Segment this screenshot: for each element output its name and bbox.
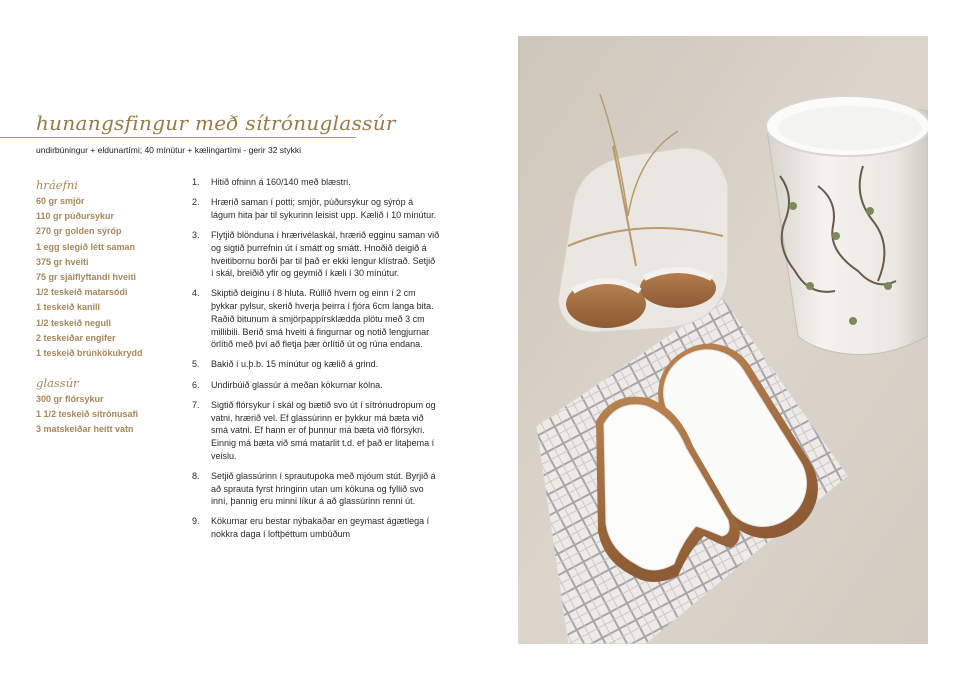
step-text: Flytjið blönduna í hrærivélaskál, hrærið egginu saman við og sigtið þurrefnin út í smátt og smátt. Hnoðið deigið á hveitibornu borði þar til það er ekki lengur klístrað. Setjið í skál, breiðið yfir og geymið í kæli í 30 mínútur.: [211, 230, 440, 279]
ingredient-item: 2 teskeiðar engifer: [36, 332, 116, 343]
step-text: Hrærið saman í potti; smjör, púðursykur og sýróp á lágum hita þar til sykurinn leisist upp. Kælið í 10 mínútur.: [211, 197, 437, 220]
ingredient-item: 1 teskeið kanill: [36, 302, 101, 313]
step-text: Undirbúið glassúr á meðan kökurnar kólna.: [211, 379, 383, 390]
ingredients-heading: hráefni: [36, 178, 78, 192]
method-step: [192, 358, 440, 371]
method-step: [192, 399, 440, 463]
method-step: [192, 287, 440, 351]
step-number: 1.: [192, 177, 200, 187]
ingredient-item: 75 gr sjálflyftandi hveiti: [36, 272, 137, 283]
step-text: Setjið glassúrinn í sprautupoka með mjóum stút. Byrjið á að sprauta fyrst hringinn utan um kökuna og fyllið svo inní, þannig eru minni líkur á að glassúrinn renni út.: [211, 470, 436, 507]
glaze-item: 1 1/2 teskeið sítrónusafi: [36, 409, 139, 420]
glaze-section: [36, 376, 186, 438]
glaze-item: 3 matskeiðar heitt vatn: [36, 424, 134, 435]
step-number: 8.: [192, 470, 200, 481]
method-step: [192, 379, 440, 392]
ingredient-item: 1/2 teskeið negull: [36, 317, 112, 328]
step-number: 9.: [192, 516, 200, 527]
step-text: Sigtið flórsykur í skál og bætið svo út í sítrónudropum og vatni, hrærið vel. Ef glassúrinn er þykkur má bæta við smá vatni. Ef hann er of þunnur má bæta við flórsykri. Einnig má bæta við smá matarlit t.d. ef það er litaþema í veislu.: [211, 399, 436, 461]
ingredient-item: 60 gr smjör: [36, 196, 85, 206]
glaze-list: [36, 392, 186, 438]
ingredient-item: 110 gr púðursykur: [36, 211, 115, 222]
method-step: [192, 176, 440, 189]
step-number: 3.: [192, 230, 200, 241]
step-text: Kökurnar eru bestar nýbakaðar en geymast ágætlega í nokkra daga í loftþéttum umbúðum: [211, 516, 430, 540]
step-number: 7.: [192, 399, 200, 410]
method-step: [192, 229, 440, 280]
title-underline: [0, 137, 356, 138]
step-text: Hitið ofninn á 160/140 með blæstri.: [211, 177, 351, 187]
recipe-title: hunangsfingur með sítrónuglassúr: [36, 111, 396, 135]
method-step: [192, 196, 440, 221]
ingredients-list: [36, 194, 186, 361]
method-step: [192, 515, 440, 540]
ingredient-item: 270 gr golden sýróp: [36, 226, 122, 237]
recipe-subtitle: undirbúningur + eldunartími; 40 mínútur + kælingartími - gerir 32 stykki: [36, 145, 302, 155]
glaze-heading: glassúr: [36, 376, 79, 390]
ingredient-item: 1/2 teskeið matarsódi: [36, 287, 128, 298]
recipe-photo: [518, 36, 928, 644]
ingredient-item: 1 teskeið brúnkökukrydd: [36, 348, 143, 359]
ingredient-item: 1 egg slegið létt saman: [36, 241, 136, 252]
step-text: Skiptið deiginu í 8 hluta. Rúllið hvern og einn í 2 cm þykkar pylsur, skerið hverja þeirra í fjóra 6cm langa bita. Raðið bitunum á smjörpappírsklædda plötu með 3 cm millibili. Berið smá hveiti á fingurnar og notið lengjurnar örlítið með því að fletja þær örlítið út og rúna endana.: [211, 288, 434, 350]
glaze-item: 300 gr flórsykur: [36, 394, 104, 404]
method-steps: [192, 176, 440, 548]
step-number: 4.: [192, 288, 200, 299]
photo-illustration: [518, 36, 928, 644]
ingredients-section: [36, 178, 186, 361]
step-number: 2.: [192, 197, 200, 208]
step-text: Bakið í u.þ.b. 15 mínútur og kælið á grind.: [211, 359, 379, 370]
method-step: [192, 470, 440, 508]
step-number: 6.: [192, 379, 200, 390]
step-number: 5.: [192, 359, 200, 370]
ingredient-item: 375 gr hveiti: [36, 256, 89, 267]
